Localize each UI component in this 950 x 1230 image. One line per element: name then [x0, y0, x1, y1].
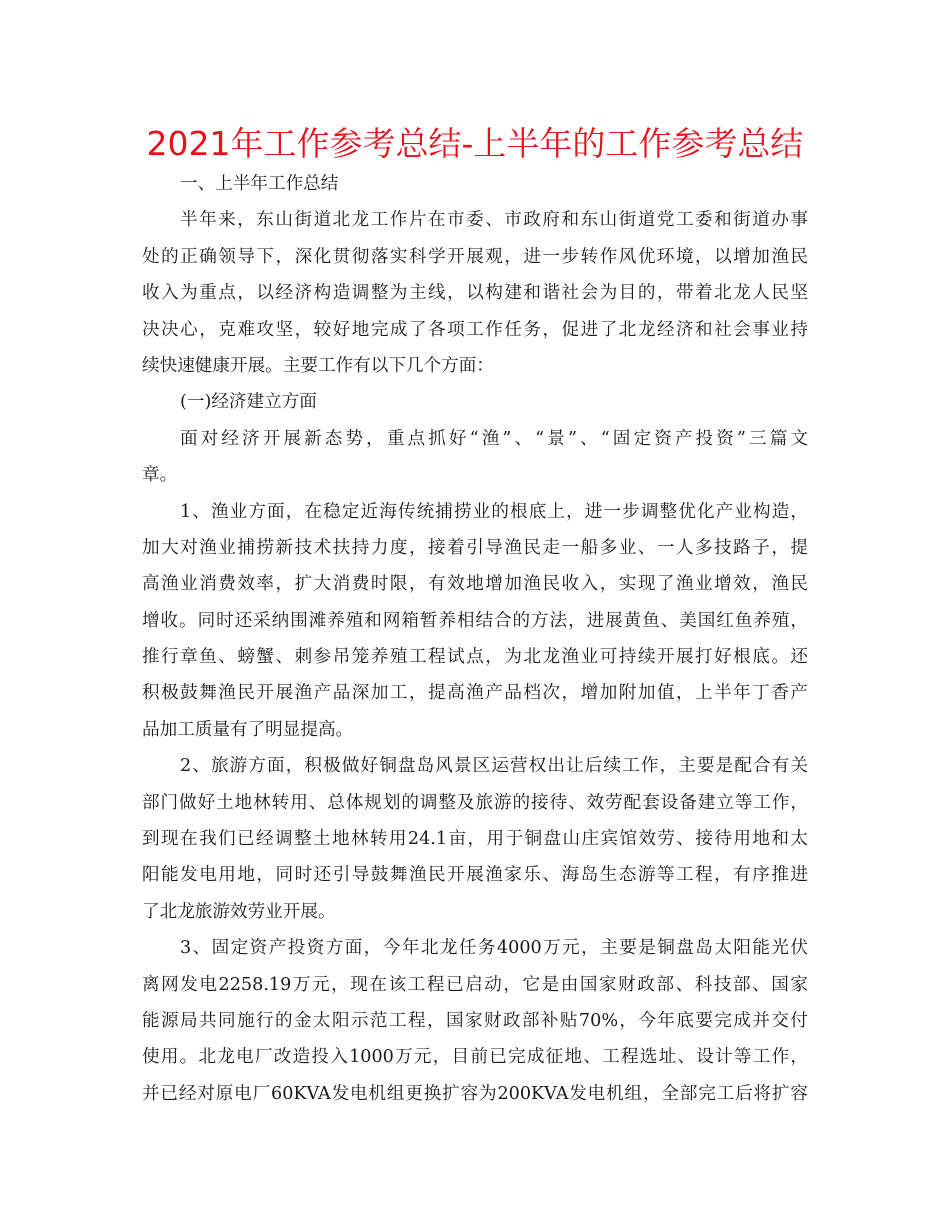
text-line: 章。	[142, 465, 178, 486]
text-line: 半年来，东山街道北龙工作片在市委、市政府和东山街道党工委和街道办事	[180, 210, 808, 231]
text-line: 2、旅游方面，积极做好铜盘岛风景区运营权出让后续工作，主要是配合有关	[180, 756, 808, 777]
text-line: 到现在我们已经调整土地林转用24.1亩，用于铜盘山庄宾馆效劳、接待用地和太	[142, 829, 808, 850]
document-title: 2021年工作参考总结-上半年的工作参考总结	[146, 124, 804, 163]
text-line: 品加工质量有了明显提高。	[142, 719, 354, 740]
text-line: 处的正确领导下，深化贯彻落实科学开展观，进一步转作风优环境，以增加渔民	[142, 246, 808, 267]
text-line: 加大对渔业捕捞新技术扶持力度，接着引导渔民走一船多业、一人多技路子，提	[142, 537, 808, 558]
text-line: 能源局共同施行的金太阳示范工程，国家财政部补贴70%，今年底要完成并交付	[142, 1010, 808, 1031]
text-line: 并已经对原电厂60KVA发电机组更换扩容为200KVA发电机组，全部完工后将扩容	[142, 1083, 808, 1104]
text-line: 决决心，克难攻坚，较好地完成了各项工作任务，促进了北龙经济和社会事业持	[142, 319, 808, 340]
document-body	[142, 166, 808, 1112]
text-line: 3、固定资产投资方面，今年北龙任务4000万元，主要是铜盘岛太阳能光伏	[180, 938, 808, 959]
text-line: 阳能发电用地，同时还引导鼓舞渔民开展渔家乐、海岛生态游等工程，有序推进	[142, 865, 808, 886]
text-line: 了北龙旅游效劳业开展。	[142, 901, 336, 922]
text-line: 高渔业消费效率，扩大消费时限，有效地增加渔民收入，实现了渔业增效，渔民	[142, 574, 808, 595]
text-line: 部门做好土地林转用、总体规划的调整及旅游的接待、效劳配套设备建立等工作，	[142, 792, 808, 813]
text-line: 面对经济开展新态势，重点抓好“渔”、“景”、“固定资产投资”三篇文	[180, 428, 808, 449]
text-line: 离网发电2258.19万元，现在该工程已启动，它是由国家财政部、科技部、国家	[142, 974, 808, 995]
text-line: (一)经济建立方面	[180, 392, 317, 413]
text-line: 1、渔业方面，在稳定近海传统捕捞业的根底上，进一步调整优化产业构造，	[180, 501, 808, 522]
text-line: 一、上半年工作总结	[180, 174, 339, 194]
text-line: 积极鼓舞渔民开展渔产品深加工，提高渔产品档次，增加附加值，上半年丁香产	[142, 683, 808, 704]
text-line: 收入为重点，以经济构造调整为主线，以构建和谐社会为目的，带着北龙人民坚	[142, 283, 808, 304]
text-line: 推行章鱼、螃蟹、刺参吊笼养殖工程试点，为北龙渔业可持续开展打好根底。还	[142, 647, 808, 668]
text-line: 续快速健康开展。主要工作有以下几个方面：	[142, 355, 494, 376]
text-line: 增收。同时还采纳围滩养殖和网箱暂养相结合的方法，进展黄鱼、美国红鱼养殖，	[142, 610, 808, 631]
text-line: 使用。北龙电厂改造投入1000万元，目前已完成征地、工程选址、设计等工作，	[142, 1047, 808, 1068]
